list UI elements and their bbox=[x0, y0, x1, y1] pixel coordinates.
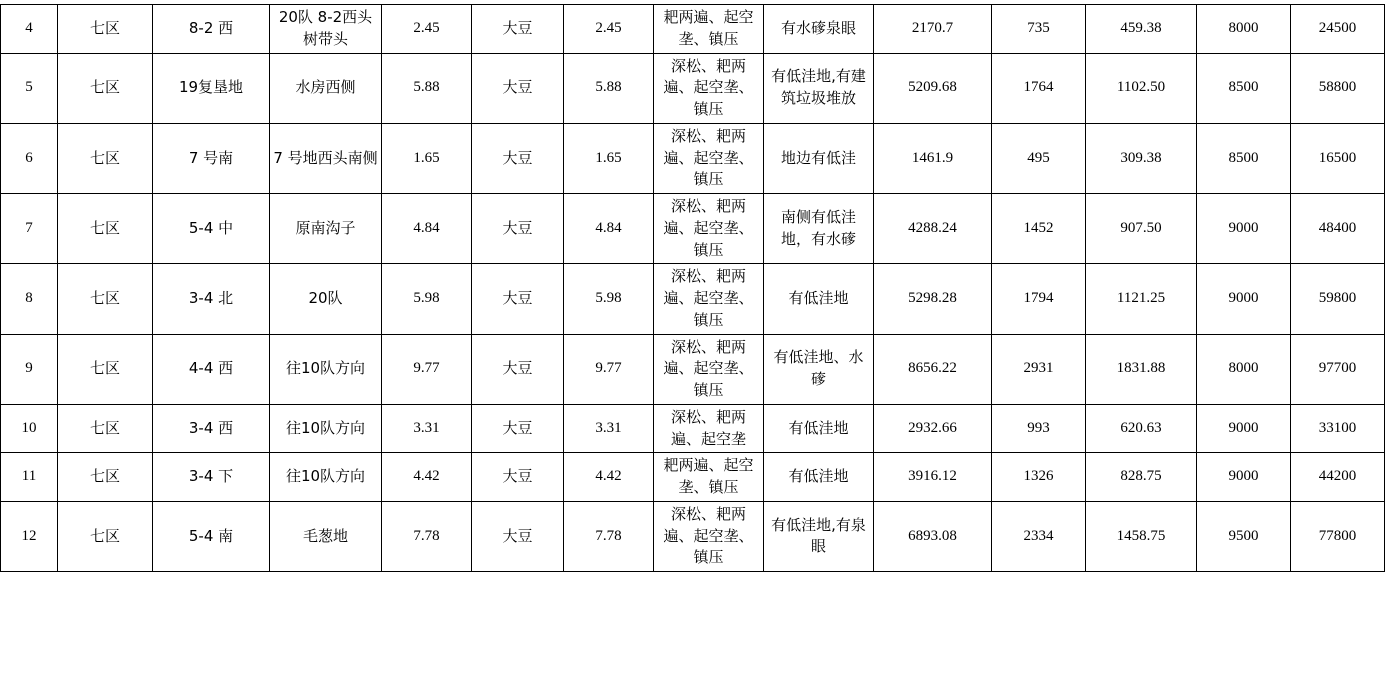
cell-amount2: 2931 bbox=[992, 334, 1086, 404]
table-body bbox=[1, 5, 1385, 572]
cell-amount3: 828.75 bbox=[1086, 453, 1197, 502]
cell-amount1: 3916.12 bbox=[874, 453, 992, 502]
cell-remarks: 南侧有低洼地，有水䃎 bbox=[764, 194, 874, 264]
table-row bbox=[1, 453, 1385, 502]
cell-area2: 4.42 bbox=[564, 453, 654, 502]
cell-operations: 深松、耙两遍、起空垄 bbox=[654, 404, 764, 453]
cell-crop: 大豆 bbox=[472, 264, 564, 334]
cell-remarks: 有低洼地,有建筑垃圾堆放 bbox=[764, 53, 874, 123]
cell-unit-price: 9000 bbox=[1197, 264, 1291, 334]
cell-location: 往10队方向 bbox=[270, 334, 382, 404]
cell-district: 七区 bbox=[58, 53, 153, 123]
cell-area: 9.77 bbox=[382, 334, 472, 404]
cell-plot: 3-4 西 bbox=[153, 404, 270, 453]
cell-crop: 大豆 bbox=[472, 123, 564, 193]
cell-operations: 耙两遍、起空垄、镇压 bbox=[654, 5, 764, 54]
cell-total: 33100 bbox=[1291, 404, 1385, 453]
cell-amount2: 735 bbox=[992, 5, 1086, 54]
cell-area2: 9.77 bbox=[564, 334, 654, 404]
cell-area: 2.45 bbox=[382, 5, 472, 54]
cell-area: 5.98 bbox=[382, 264, 472, 334]
cell-unit-price: 8000 bbox=[1197, 5, 1291, 54]
cell-remarks: 有低洼地 bbox=[764, 453, 874, 502]
cell-crop: 大豆 bbox=[472, 194, 564, 264]
cell-remarks: 有低洼地、水䃎 bbox=[764, 334, 874, 404]
cell-total: 16500 bbox=[1291, 123, 1385, 193]
cell-district: 七区 bbox=[58, 5, 153, 54]
cell-location: 原南沟子 bbox=[270, 194, 382, 264]
cell-no: 10 bbox=[1, 404, 58, 453]
cell-amount1: 2170.7 bbox=[874, 5, 992, 54]
cell-amount3: 1121.25 bbox=[1086, 264, 1197, 334]
cell-remarks: 有水䃎泉眼 bbox=[764, 5, 874, 54]
cell-crop: 大豆 bbox=[472, 404, 564, 453]
cell-area2: 7.78 bbox=[564, 501, 654, 571]
cell-unit-price: 9000 bbox=[1197, 404, 1291, 453]
cell-unit-price: 9000 bbox=[1197, 453, 1291, 502]
cell-total: 24500 bbox=[1291, 5, 1385, 54]
cell-location: 7 号地西头南侧 bbox=[270, 123, 382, 193]
cell-location: 毛葱地 bbox=[270, 501, 382, 571]
cell-total: 58800 bbox=[1291, 53, 1385, 123]
cell-amount1: 5298.28 bbox=[874, 264, 992, 334]
cell-plot: 5-4 南 bbox=[153, 501, 270, 571]
cell-no: 5 bbox=[1, 53, 58, 123]
cell-operations: 深松、耙两遍、起空垄、镇压 bbox=[654, 264, 764, 334]
cell-crop: 大豆 bbox=[472, 53, 564, 123]
cell-location: 20队 bbox=[270, 264, 382, 334]
cell-crop: 大豆 bbox=[472, 5, 564, 54]
table-row bbox=[1, 5, 1385, 54]
cell-amount3: 1831.88 bbox=[1086, 334, 1197, 404]
cell-crop: 大豆 bbox=[472, 501, 564, 571]
cell-amount2: 993 bbox=[992, 404, 1086, 453]
cell-total: 97700 bbox=[1291, 334, 1385, 404]
cell-total: 77800 bbox=[1291, 501, 1385, 571]
table-row bbox=[1, 53, 1385, 123]
cell-amount3: 1458.75 bbox=[1086, 501, 1197, 571]
cell-amount1: 8656.22 bbox=[874, 334, 992, 404]
cell-amount2: 1452 bbox=[992, 194, 1086, 264]
cell-unit-price: 8000 bbox=[1197, 334, 1291, 404]
cell-operations: 深松、耙两遍、起空垄、镇压 bbox=[654, 194, 764, 264]
cell-amount2: 1794 bbox=[992, 264, 1086, 334]
cell-area: 1.65 bbox=[382, 123, 472, 193]
cell-area: 4.42 bbox=[382, 453, 472, 502]
cell-remarks: 有低洼地,有泉眼 bbox=[764, 501, 874, 571]
cell-amount3: 459.38 bbox=[1086, 5, 1197, 54]
table-row bbox=[1, 264, 1385, 334]
cell-no: 11 bbox=[1, 453, 58, 502]
cell-plot: 3-4 下 bbox=[153, 453, 270, 502]
cell-remarks: 地边有低洼 bbox=[764, 123, 874, 193]
cell-amount1: 4288.24 bbox=[874, 194, 992, 264]
cell-no: 8 bbox=[1, 264, 58, 334]
cell-amount3: 620.63 bbox=[1086, 404, 1197, 453]
table-row bbox=[1, 123, 1385, 193]
cell-plot: 7 号南 bbox=[153, 123, 270, 193]
cell-no: 7 bbox=[1, 194, 58, 264]
cell-unit-price: 9000 bbox=[1197, 194, 1291, 264]
cell-amount1: 2932.66 bbox=[874, 404, 992, 453]
cell-area: 4.84 bbox=[382, 194, 472, 264]
cell-area: 3.31 bbox=[382, 404, 472, 453]
cell-area2: 5.88 bbox=[564, 53, 654, 123]
cell-area2: 2.45 bbox=[564, 5, 654, 54]
cell-no: 9 bbox=[1, 334, 58, 404]
cell-operations: 深松、耙两遍、起空垄、镇压 bbox=[654, 501, 764, 571]
table-row bbox=[1, 334, 1385, 404]
cell-area: 5.88 bbox=[382, 53, 472, 123]
cell-amount2: 1764 bbox=[992, 53, 1086, 123]
cell-no: 12 bbox=[1, 501, 58, 571]
cell-area: 7.78 bbox=[382, 501, 472, 571]
cell-area2: 3.31 bbox=[564, 404, 654, 453]
cell-amount3: 309.38 bbox=[1086, 123, 1197, 193]
cell-unit-price: 9500 bbox=[1197, 501, 1291, 571]
cell-total: 48400 bbox=[1291, 194, 1385, 264]
cell-district: 七区 bbox=[58, 501, 153, 571]
cell-plot: 8-2 西 bbox=[153, 5, 270, 54]
cell-area2: 1.65 bbox=[564, 123, 654, 193]
cell-location: 往10队方向 bbox=[270, 453, 382, 502]
cell-plot: 19复垦地 bbox=[153, 53, 270, 123]
cell-location: 20队 8-2西头树带头 bbox=[270, 5, 382, 54]
cell-amount2: 495 bbox=[992, 123, 1086, 193]
cell-area2: 5.98 bbox=[564, 264, 654, 334]
table-row bbox=[1, 501, 1385, 571]
cell-unit-price: 8500 bbox=[1197, 123, 1291, 193]
cell-plot: 4-4 西 bbox=[153, 334, 270, 404]
cell-amount3: 907.50 bbox=[1086, 194, 1197, 264]
cell-crop: 大豆 bbox=[472, 334, 564, 404]
cell-operations: 耙两遍、起空垄、镇压 bbox=[654, 453, 764, 502]
cell-operations: 深松、耙两遍、起空垄、镇压 bbox=[654, 123, 764, 193]
table-row bbox=[1, 404, 1385, 453]
cell-remarks: 有低洼地 bbox=[764, 264, 874, 334]
cell-district: 七区 bbox=[58, 334, 153, 404]
cell-amount2: 1326 bbox=[992, 453, 1086, 502]
cell-amount1: 6893.08 bbox=[874, 501, 992, 571]
cell-plot: 5-4 中 bbox=[153, 194, 270, 264]
cell-crop: 大豆 bbox=[472, 453, 564, 502]
cell-area2: 4.84 bbox=[564, 194, 654, 264]
cell-district: 七区 bbox=[58, 404, 153, 453]
cell-district: 七区 bbox=[58, 453, 153, 502]
cell-amount1: 5209.68 bbox=[874, 53, 992, 123]
cell-location: 往10队方向 bbox=[270, 404, 382, 453]
cell-total: 44200 bbox=[1291, 453, 1385, 502]
cell-amount3: 1102.50 bbox=[1086, 53, 1197, 123]
cell-operations: 深松、耙两遍、起空垄、镇压 bbox=[654, 334, 764, 404]
data-table bbox=[0, 4, 1385, 572]
cell-no: 4 bbox=[1, 5, 58, 54]
cell-unit-price: 8500 bbox=[1197, 53, 1291, 123]
cell-district: 七区 bbox=[58, 123, 153, 193]
cell-amount1: 1461.9 bbox=[874, 123, 992, 193]
cell-amount2: 2334 bbox=[992, 501, 1086, 571]
cell-operations: 深松、耙两遍、起空垄、镇压 bbox=[654, 53, 764, 123]
cell-no: 6 bbox=[1, 123, 58, 193]
cell-district: 七区 bbox=[58, 194, 153, 264]
cell-total: 59800 bbox=[1291, 264, 1385, 334]
cell-district: 七区 bbox=[58, 264, 153, 334]
cell-plot: 3-4 北 bbox=[153, 264, 270, 334]
table-row bbox=[1, 194, 1385, 264]
cell-remarks: 有低洼地 bbox=[764, 404, 874, 453]
cell-location: 水房西侧 bbox=[270, 53, 382, 123]
